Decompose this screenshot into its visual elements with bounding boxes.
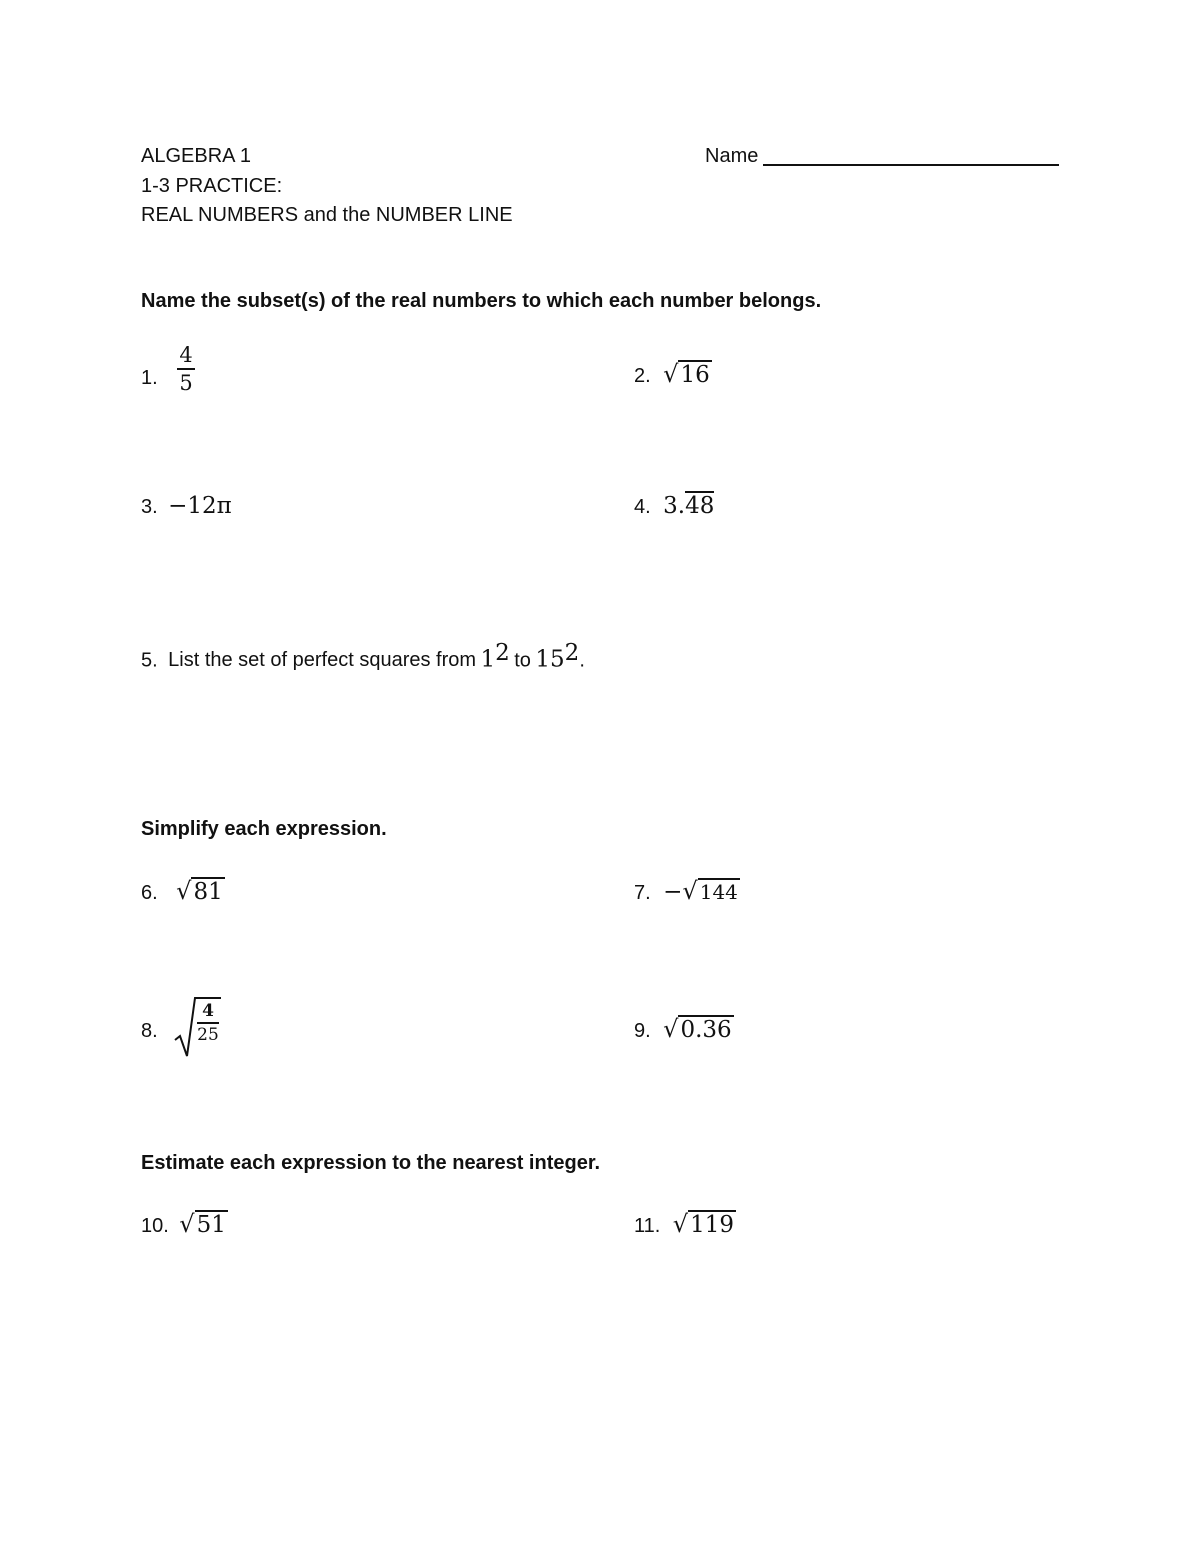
problem-number: 4. [634, 496, 651, 518]
problem-number: 3. [141, 496, 158, 518]
repeating-digits: 48 [685, 493, 715, 519]
subsets-instructions: Name the subset(s) of the real numbers to which each number belongs. [141, 290, 822, 312]
problem-3 [141, 493, 232, 519]
problem-number: 7. [634, 882, 651, 904]
problem-number: 2. [634, 365, 651, 387]
radicand: 0.36 [680, 1017, 732, 1043]
fraction-bar [177, 368, 195, 370]
problem-9 [634, 1015, 734, 1043]
problem-number: 5. [141, 649, 158, 672]
problem-number: 1. [141, 367, 158, 389]
problem-number: 11. [634, 1215, 661, 1237]
problem-number: 8. [141, 1020, 158, 1042]
radical-sign-icon: √ [663, 1015, 679, 1043]
radicand: 81 [193, 879, 223, 905]
period: . [579, 649, 585, 672]
radical-sign-icon: √ [176, 877, 192, 905]
radicand: 51 [196, 1212, 226, 1238]
lesson-title: 1-3 PRACTICE: [141, 175, 283, 197]
radical [176, 877, 225, 905]
topic-title: REAL NUMBERS and the NUMBER LINE [141, 204, 513, 226]
course-title: ALGEBRA 1 [141, 145, 252, 167]
expression: −12π [168, 493, 232, 519]
fraction-bar [197, 1022, 219, 1024]
radical [179, 1210, 228, 1238]
radicand: 16 [680, 362, 710, 388]
radical-sign-icon: √ [672, 1210, 689, 1238]
problem-6 [141, 877, 225, 905]
exponent-1: 2 [495, 640, 510, 666]
fraction [177, 344, 195, 394]
numerator: 4 [179, 343, 193, 367]
radicand: 119 [690, 1212, 734, 1238]
radical [673, 1210, 736, 1238]
radical [663, 360, 712, 388]
estimate-instructions: Estimate each expression to the nearest integer. [141, 1152, 601, 1174]
name-label: Name [705, 145, 759, 167]
denominator: 5 [179, 371, 193, 395]
radical-sign-icon: √ [179, 1210, 195, 1238]
radical [663, 1015, 734, 1043]
problem-4 [634, 493, 714, 519]
problem-text: List the set of perfect squares from [168, 649, 477, 672]
name-blank-line[interactable] [763, 164, 1059, 166]
problem-number: 10. [141, 1215, 169, 1237]
denominator: 25 [197, 1025, 219, 1045]
radical [682, 877, 739, 905]
base-1: 1 [480, 646, 496, 673]
problem-number: 6. [141, 882, 158, 904]
problem-7 [634, 877, 740, 905]
problem-11 [634, 1210, 736, 1238]
decimal-whole: 3. [663, 493, 686, 519]
negative-sign: − [663, 879, 683, 905]
radical-sign-icon: √ [663, 360, 679, 388]
exponent-2: 2 [564, 640, 580, 666]
problem-8 [141, 996, 261, 1060]
problem-2 [634, 360, 712, 388]
fraction [197, 1002, 219, 1044]
problem-number: 9. [634, 1020, 651, 1042]
radicand: 144 [699, 880, 738, 904]
base-2: 15 [535, 646, 565, 673]
problem-5 [141, 640, 585, 672]
numerator: 4 [202, 1001, 214, 1021]
to-word: to [514, 649, 531, 672]
problem-10 [141, 1210, 228, 1238]
simplify-instructions: Simplify each expression. [141, 818, 387, 840]
radical-sign-icon: √ [682, 877, 698, 905]
